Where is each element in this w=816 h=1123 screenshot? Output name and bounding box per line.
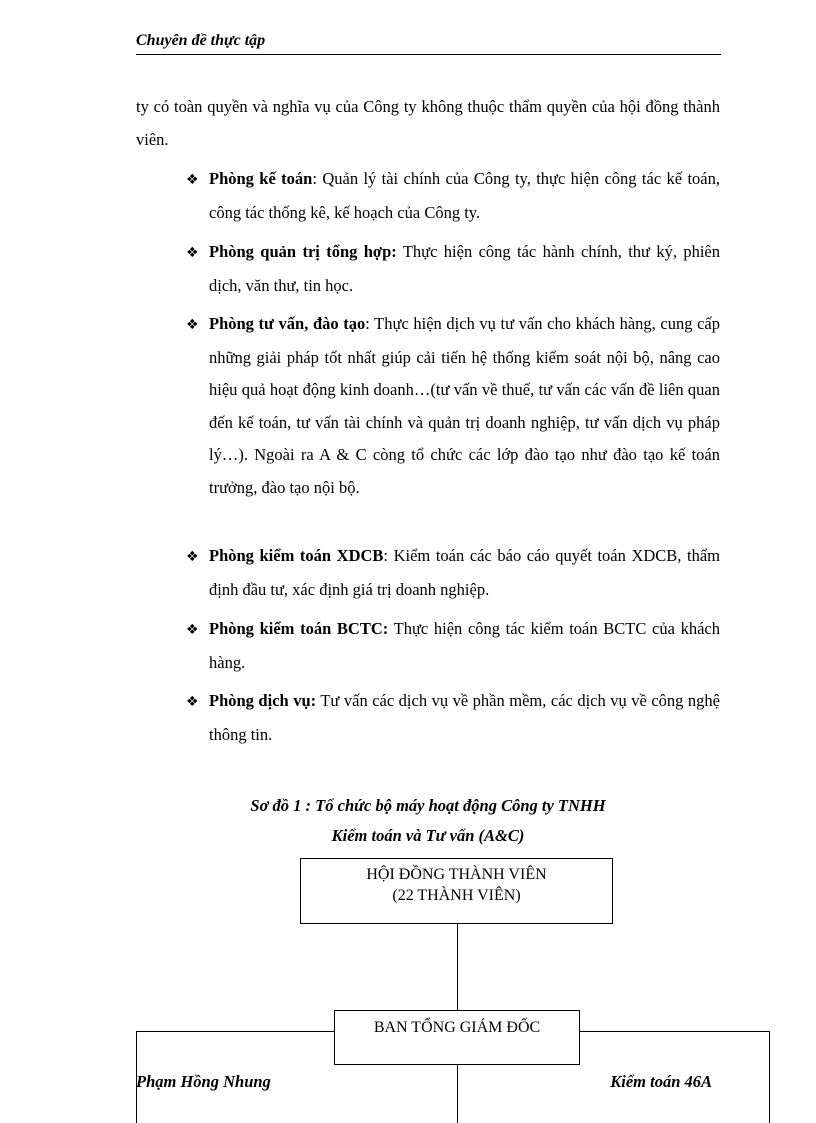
ceo-title: BAN TỔNG GIÁM ĐỐC xyxy=(373,1019,541,1036)
diamond-bullet-icon: ❖ xyxy=(186,694,199,710)
diamond-bullet-icon: ❖ xyxy=(186,549,199,565)
connector-council-ceo xyxy=(457,924,458,1010)
bullet-item-admin xyxy=(186,236,720,302)
diamond-bullet-icon: ❖ xyxy=(186,172,199,188)
connector-right-drop xyxy=(769,1031,770,1123)
bullet-term: Phòng tư vấn, đào tạo xyxy=(209,314,366,333)
bullet-text: Kiểm toán các báo cáo quyết toán XDCB, thẩm định đầu tư, xác định giá trị doanh nghiệp. xyxy=(209,546,720,599)
bullet-text: Thực hiện dịch vụ tư vấn cho khách hàng, cung cấp những giải pháp tốt nhất giúp cải tiến hệ thống kiểm soát nội bộ, nâng cao hiệu quả hoạt động kinh doanh…(tư vấn về thuế, tư vấn các vấn đề liên quan đến kế toán, tư vấn tài chính và quản trị doanh nghiệp, tư vấn dịch vụ pháp lý…). Ngoài ra A & C còng tổ chức các lớp đào tạo như đào tạo kế toán trưởng, đào tạo nội bộ. xyxy=(209,314,720,497)
header-title: Chuyên đề thực tập xyxy=(136,32,266,49)
diagram-caption: Sơ đồ 1 : Tổ chức bộ máy hoạt động Công ty TNHH xyxy=(250,796,606,815)
bullet-term: Phòng quản trị tổng hợp: xyxy=(209,242,397,261)
bullet-text: Tư vấn các dịch vụ về phần mềm, các dịch vụ về công nghệ thông tin. xyxy=(209,691,720,744)
ceo-box xyxy=(334,1010,580,1065)
bullet-text: Thực hiện công tác hành chính, thư ký, phiên dịch, văn thư, tin học. xyxy=(209,242,720,295)
intro-paragraph: ty có toàn quyền và nghĩa vụ của Công ty không thuộc thẩm quyền của hội đồng thành viên. xyxy=(136,97,720,149)
diamond-bullet-icon: ❖ xyxy=(186,245,199,261)
bullet-term: Phòng kiểm toán XDCB xyxy=(209,546,384,565)
header-rule xyxy=(136,54,721,55)
council-box xyxy=(300,858,613,924)
connector-left-branch xyxy=(136,1031,334,1032)
bullet-item-services xyxy=(186,685,720,751)
bullet-term: Phòng kế toán xyxy=(209,169,313,188)
bullet-text: Thực hiện công tác kiểm toán BCTC của khách hàng. xyxy=(209,619,720,672)
bullet-term: Phòng kiểm toán BCTC: xyxy=(209,619,389,638)
bullet-item-consulting: ❖ Phòng tư vấn, đào tạo: Thực hiện dịch vụ tư vấn cho khách hàng, cung cấp những giải pháp tốt nhất giúp cải tiến hệ thống kiểm soát nội bộ, nâng cao hiệu quả hoạt động kinh doanh…(tư vấn về thuế, tư vấn các vấn đề liên quan đến kế toán, tư vấn tài chính và quản trị doanh nghiệp, tư vấn dịch vụ pháp lý…). Ngoài ra A & C còng tổ chức các lớp đào tạo như đào tạo kế toán trưởng, đào tạo nội bộ. xyxy=(186,308,720,504)
bullet-term: Phòng dịch vụ: xyxy=(209,691,317,710)
diamond-bullet-icon: ❖ xyxy=(186,622,199,638)
bullet-text: Quản lý tài chính của Công ty, thực hiện công tác kế toán, công tác thống kê, kế hoạch của Công ty. xyxy=(209,169,720,222)
bullet-item-accounting: ❖ Phòng kế toán: Quản lý tài chính của Công ty, thực hiện công tác kế toán, công tác thống kê, kế hoạch của Công ty. xyxy=(186,163,720,229)
diamond-bullet-icon: ❖ xyxy=(186,317,199,333)
council-title: HỘI ĐỒNG THÀNH VIÊN xyxy=(366,866,547,883)
diagram-caption-subtitle: Kiểm toán và Tư vấn (A&C) xyxy=(331,826,525,845)
footer-author: Phạm Hồng Nhung xyxy=(136,1072,271,1091)
footer-class: Kiểm toán 46A xyxy=(610,1072,712,1091)
connector-center-drop xyxy=(457,1065,458,1123)
connector-right-branch xyxy=(580,1031,770,1032)
council-members: (22 THÀNH VIÊN) xyxy=(392,887,521,904)
bullet-item-audit-xdcb: ❖ Phòng kiểm toán XDCB: Kiểm toán các báo cáo quyết toán XDCB, thẩm định đầu tư, xác định giá trị doanh nghiệp. xyxy=(186,540,720,606)
bullet-item-audit-bctc xyxy=(186,613,720,679)
